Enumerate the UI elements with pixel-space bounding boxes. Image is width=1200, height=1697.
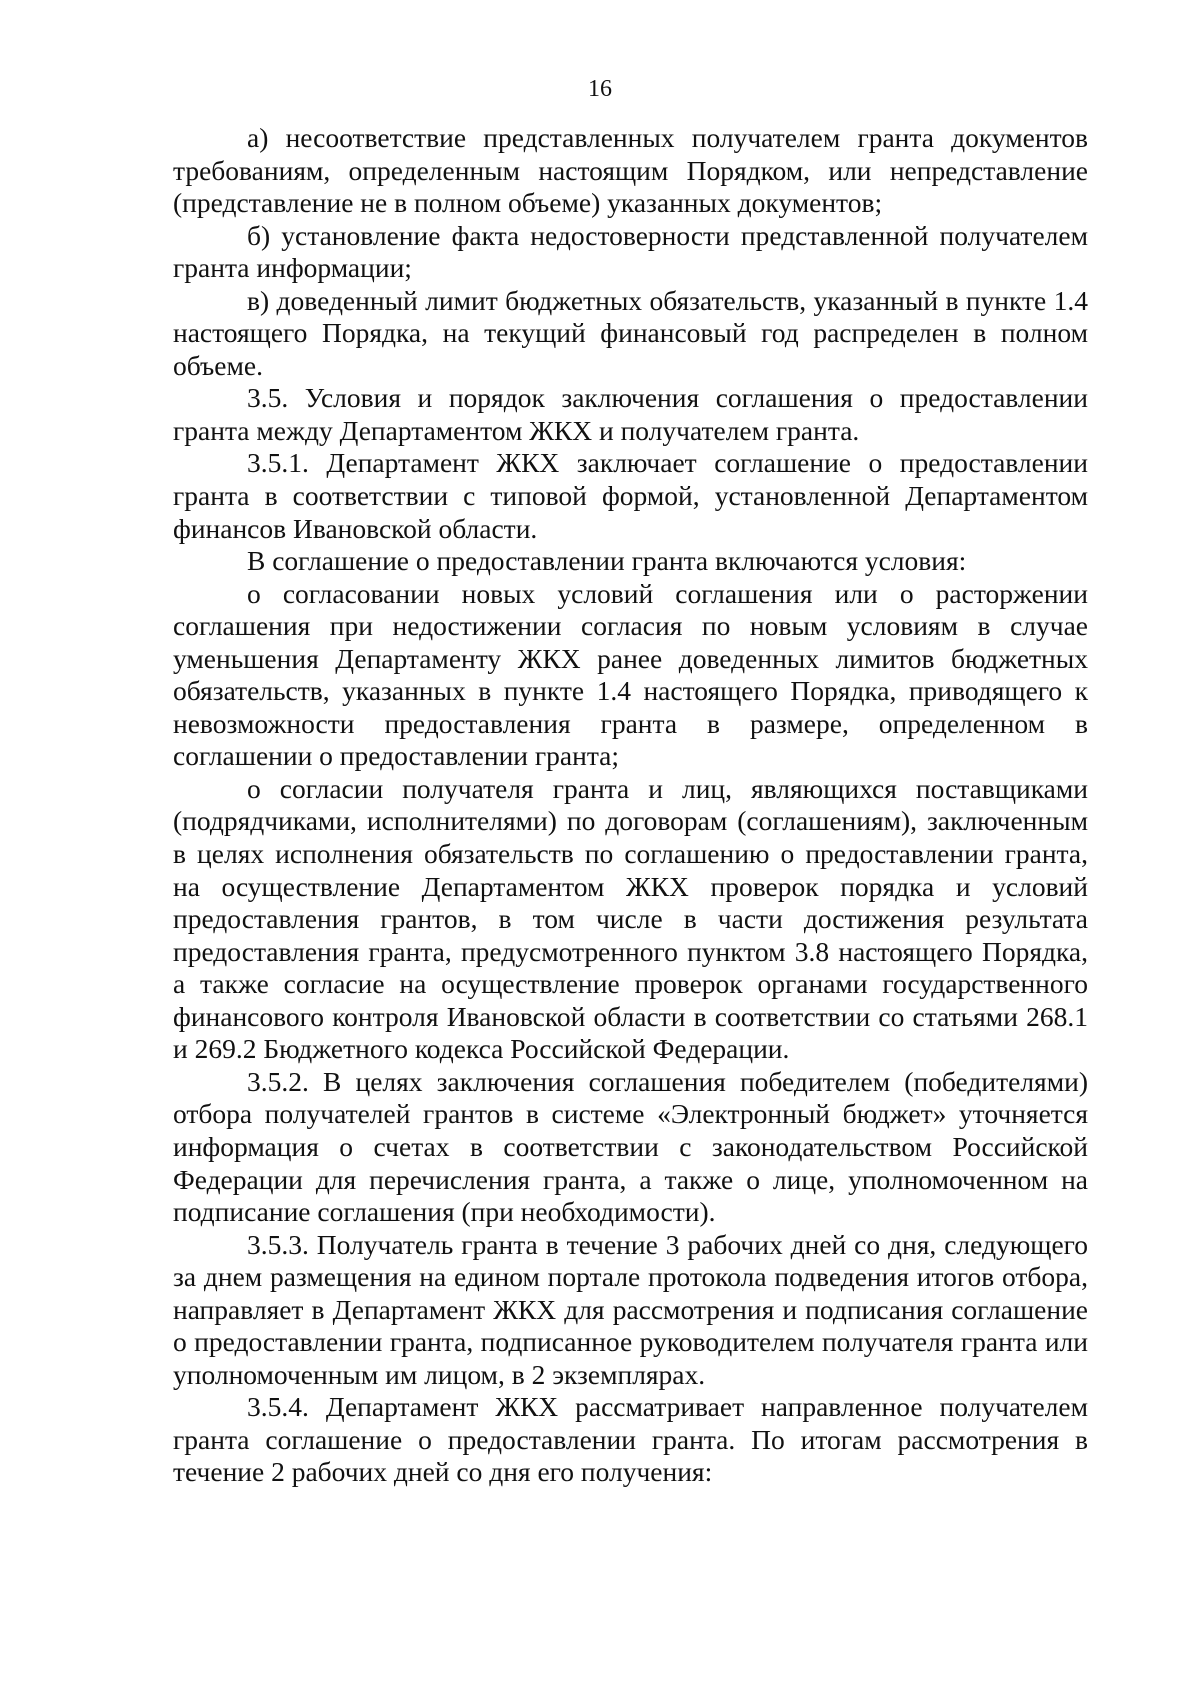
paragraph-section-3-5-3: 3.5.3. Получатель гранта в течение 3 рабочих дней со дня, следующего за днем размещения на едином портале протокола подведения итогов отбора, направляет в Департамент ЖКХ для рассмотрения и подписания соглашение о предоставлении гранта, подписанное руководителем получателя гранта или уполномоченным им лицом, в 2 экземплярах. [173,1228,1088,1390]
paragraph-section-3-5-4: 3.5.4. Департамент ЖКХ рассматривает направленное получателем гранта соглашение о предоставлении гранта. По итогам рассмотрения в течение 2 рабочих дней со дня его получения: [173,1391,1088,1488]
paragraph-item-a: а) несоответствие представленных получателем гранта документов требованиям, определенным настоящим Порядком, или непредставление (представление не в полном объеме) указанных документов; [173,122,1088,219]
paragraph-condition-renegotiation: о согласовании новых условий соглашения или о расторжении соглашения при недостижении согласия по новым условиям в случае уменьшения Департаменту ЖКХ ранее доведенных лимитов бюджетных обязательств, указанных в пункте 1.4 настоящего Порядка, приводящего к невозможности предоставления гранта в размере, определенном в соглашении о предоставлении гранта; [173,577,1088,772]
paragraph-conditions-intro: В соглашение о предоставлении гранта включаются условия: [247,545,967,577]
paragraph-section-3-5-2: 3.5.2. В целях заключения соглашения победителем (победителями) отбора получателей грантов в системе «Электронный бюджет» уточняется информация о счетах в соответствии с законодательством Российской Федерации для перечисления гранта, а также о лице, уполномоченном на подписание соглашения (при необходимости). [173,1065,1088,1228]
document-body [173,122,1088,1489]
paragraph-section-3-5-1: 3.5.1. Департамент ЖКХ заключает соглашение о предоставлении гранта в соответствии с типовой формой, установленной Департаментом финансов Ивановской области. [173,447,1088,544]
paragraph-condition-audit-consent: о согласии получателя гранта и лиц, являющихся поставщиками (подрядчиками, исполнителями) по договорам (соглашениям), заключенным в целях исполнения обязательств по соглашению о предоставлении гранта, на осуществление Департаментом ЖКХ проверок порядка и условий предоставления грантов, в том числе в части достижения результата предоставления гранта, предусмотренного пунктом 3.8 настоящего Порядка, а также согласие на осуществление проверок органами государственного финансового контроля Ивановской области в соответствии со статьями 268.1 и 269.2 Бюджетного кодекса Российской Федерации. [173,772,1088,1065]
paragraph-section-3-5: 3.5. Условия и порядок заключения соглашения о предоставлении гранта между Департаментом ЖКХ и получателем гранта. [173,382,1088,446]
page-number: 16 [588,76,612,102]
paragraph-item-b: б) установление факта недостоверности представленной получателем гранта информации; [173,219,1088,284]
paragraph-item-v: в) доведенный лимит бюджетных обязательств, указанный в пункте 1.4 настоящего Порядка, на текущий финансовый год распределен в полном объеме. [173,284,1088,381]
